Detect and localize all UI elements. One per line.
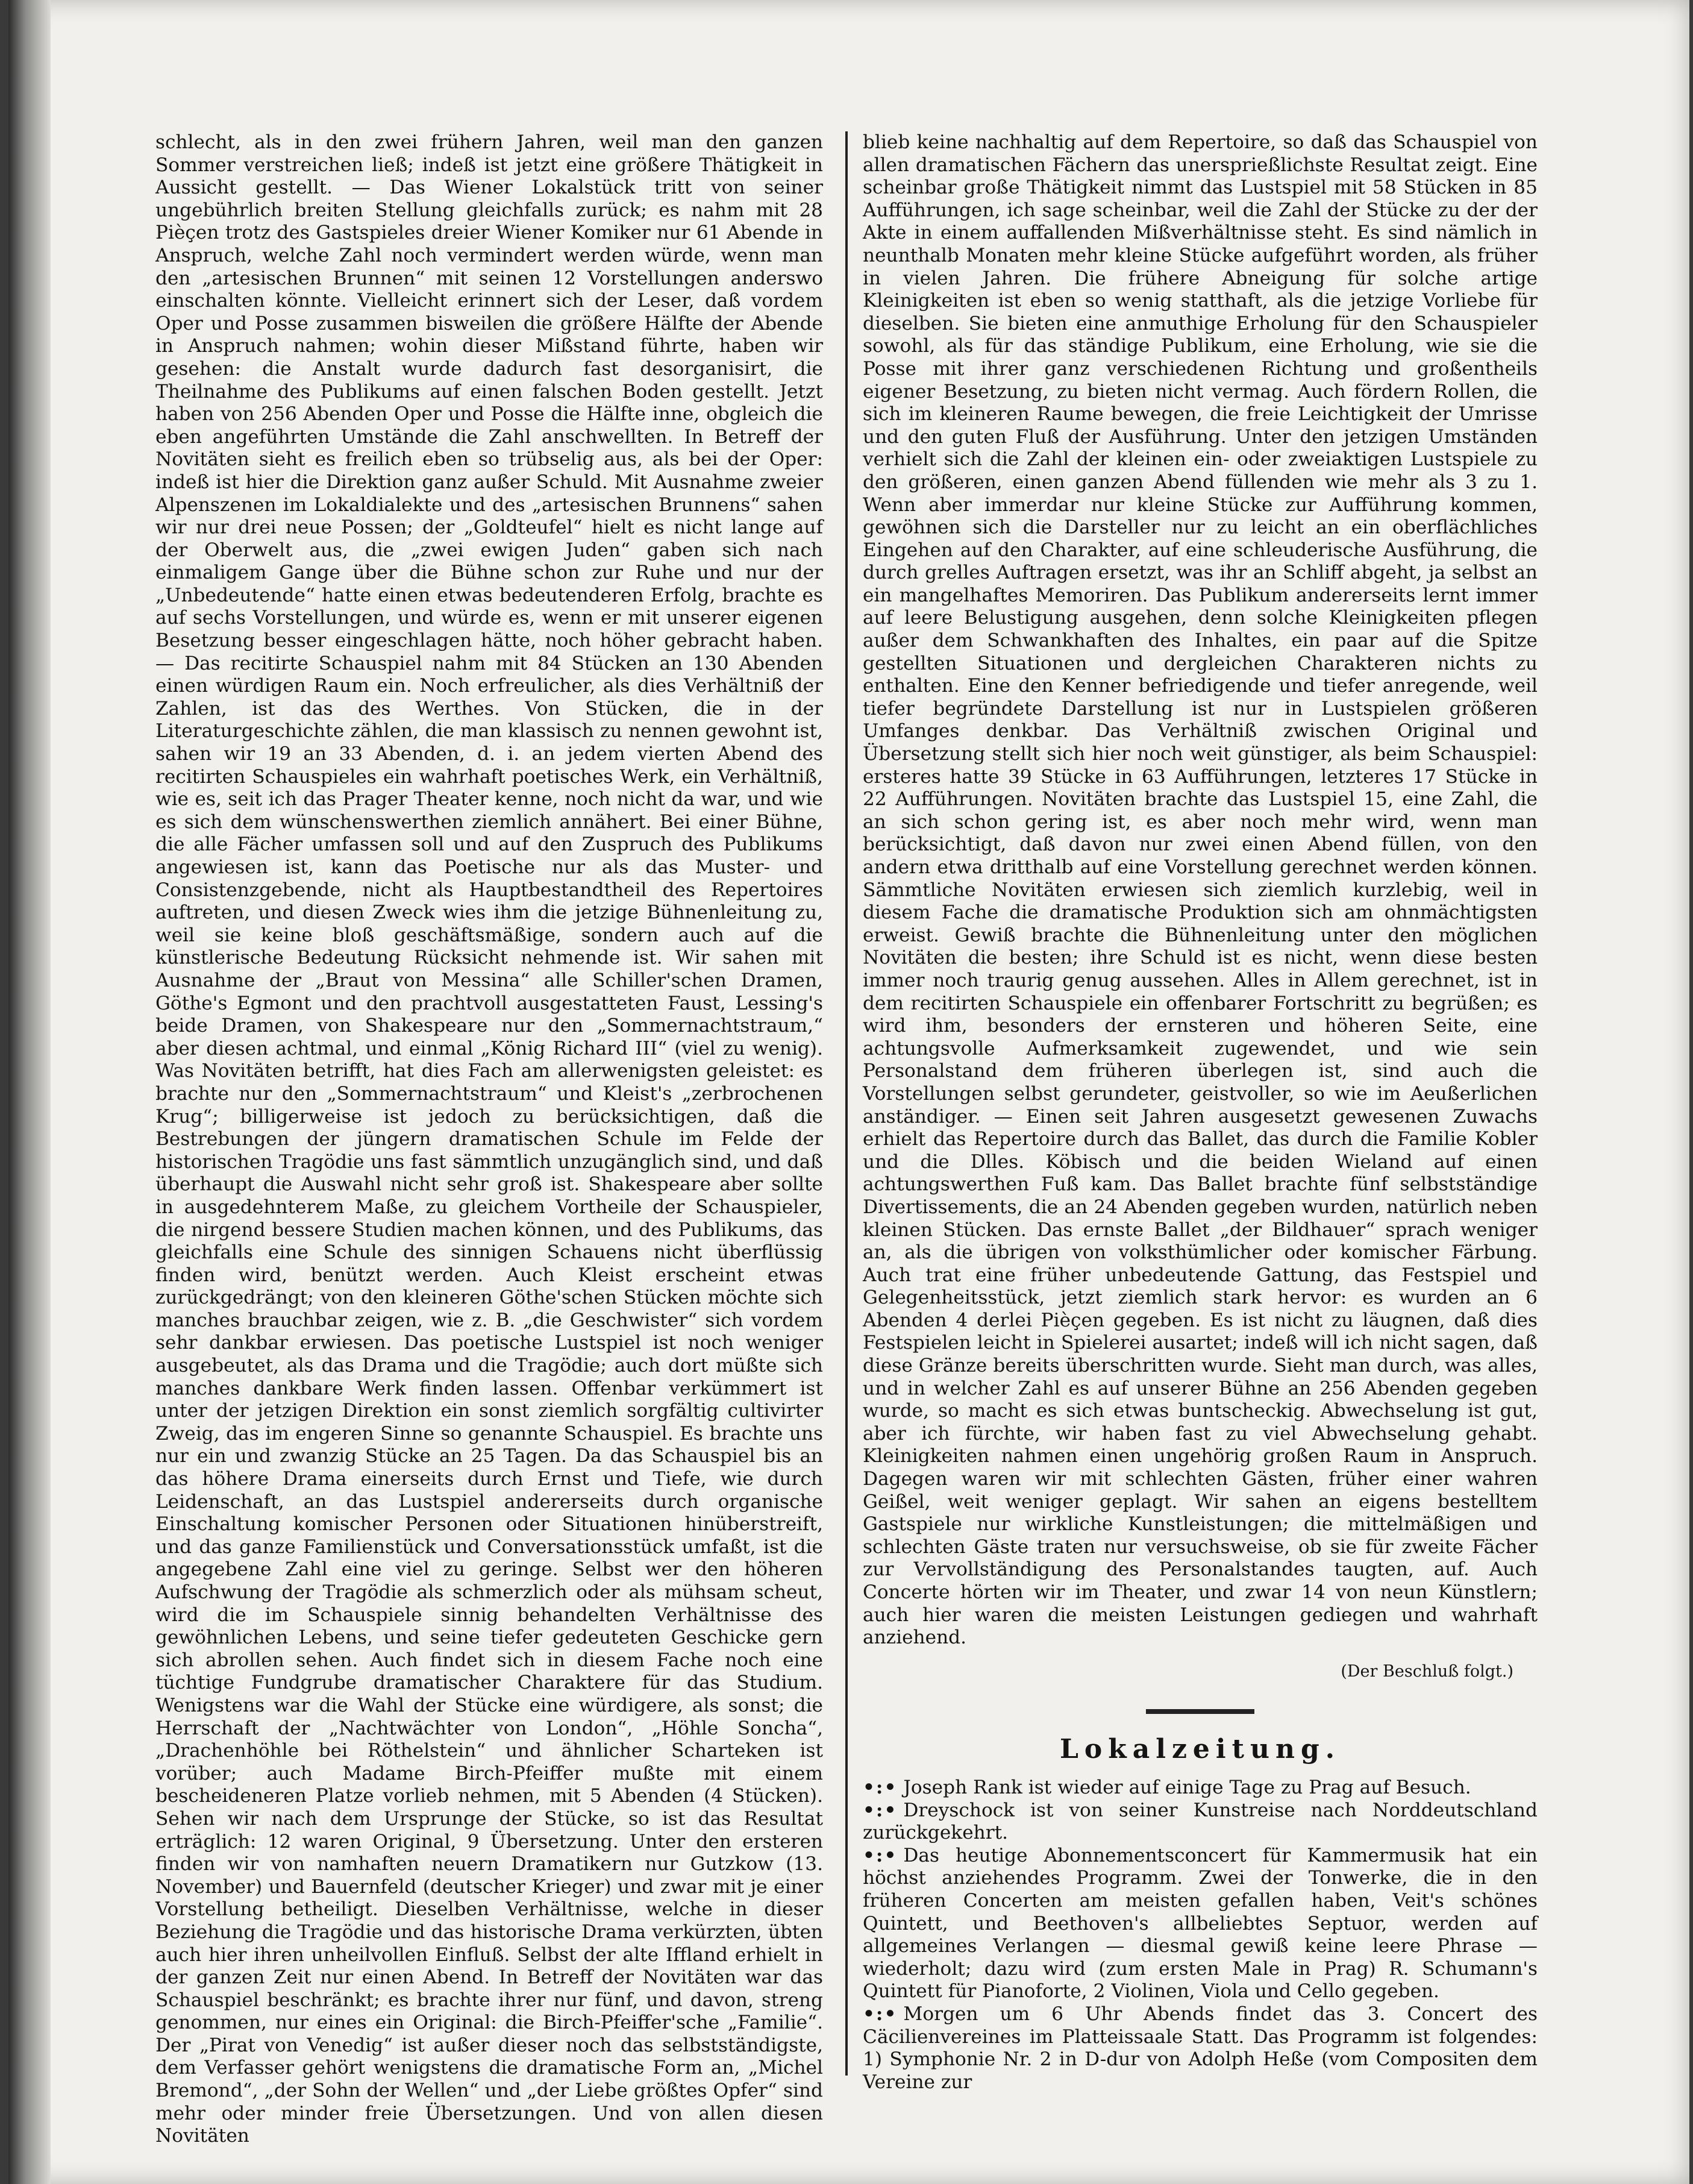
news-bullet: •:• — [863, 1799, 898, 1821]
news-item — [863, 2003, 1538, 2094]
news-item-text: Morgen um 6 Uhr Abends findet das 3. Concert des Cäcilienvereines im Platteissaale Statt. Das Programm ist folgendes: 1) Symphonie Nr. 2 in D-dur von Adolph Heße (vom Compositen dem Vereine zur — [863, 2003, 1538, 2093]
column-divider — [845, 131, 848, 2076]
right-column — [863, 131, 1538, 2093]
left-column — [155, 131, 823, 2147]
news-item — [863, 1777, 1538, 1800]
left-column-text: schlecht, als in den zwei frühern Jahren, weil man den ganzen Sommer verstreichen ließ; indeß ist jetzt eine größere Thätigkeit in Aussicht gestellt. — Das Wiener Lokalstück tritt von seiner ungebührlich breiten Stellung gleichfalls zurück; es nahm mit 28 Pièçen trotz des Gastspieles dreier Wiener Komiker nur 61 Abende in Anspruch, welche Zahl noch vermindert werden würde, wenn man den „artesischen Brunnen“ mit seinen 12 Vorstellungen anderswo einschalten könnte. Vielleicht erinnert sich der Leser, daß vordem Oper und Posse zusammen bisweilen die größere Hälfte der Abende in Anspruch nahmen; wohin dieser Mißstand führte, haben wir gesehen: die Anstalt wurde dadurch fast desorganisirt, die Theilnahme des Publikums auf einen falschen Boden gestellt. Jetzt haben von 256 Abenden Oper und Posse die Hälfte inne, obgleich die eben angeführten Umstände die Zahl anschwellten. In Betreff der Novitäten sieht es freilich eben so trübselig aus, als bei der Oper: indeß ist hier die Direktion ganz außer Schuld. Mit Ausnahme zweier Alpenszenen im Lokaldialekte und des „artesischen Brunnens“ sahen wir nur drei neue Possen; der „Goldteufel“ hielt es nicht lange auf der Oberwelt aus, die „zwei ewigen Juden“ gaben sich nach einmaligem Gange über die Bühne schon zur Ruhe und nur der „Unbedeutende“ hatte einen etwas bedeutenderen Erfolg, brachte es auf sechs Vorstellungen, und würde es, wenn er mit unserer eigenen Besetzung besser eingeschlagen hätte, noch höher gebracht haben. — Das recitirte Schauspiel nahm mit 84 Stücken an 130 Abenden einen würdigen Raum ein. Noch erfreulicher, als dies Verhältniß der Zahlen, ist das des Werthes. Von Stücken, die in der Literaturgeschichte zählen, die man klassisch zu nennen gewohnt ist, sahen wir 19 an 33 Abenden, d. i. an jedem vierten Abend des recitirten Schauspieles ein wahrhaft poetisches Werk, ein Verhältniß, wie es, seit ich das Prager Theater kenne, noch nicht da war, und wie es sich dem wünschenswerthen ziemlich annähert. Bei einer Bühne, die alle Fächer umfassen soll und auf den Zuspruch des Publikums angewiesen ist, kann das Poetische nur als das Muster- und Consistenzgebende, nicht als Hauptbestandtheil des Repertoires auftreten, und diesen Zweck wies ihm die jetzige Bühnenleitung zu, weil sie keine bloß geschäftsmäßige, sondern auch auf die künstlerische Bedeutung Rücksicht nehmende ist. Wir sahen mit Ausnahme der „Braut von Messina“ alle Schiller'schen Dramen, Göthe's Egmont und den prachtvoll ausgestatteten Faust, Lessing's beide Dramen, von Shakespeare nur den „Sommernachtstraum,“ aber diesen achtmal, und einmal „König Richard III“ (viel zu wenig). Was Novitäten betrifft, hat dies Fach am allerwenigsten geleistet: es brachte nur den „Sommernachtstraum“ und Kleist's „zerbrochenen Krug“; billigerweise ist jedoch zu berücksichtigen, daß die Bestrebungen der jüngern dramatischen Schule im Felde der historischen Tragödie uns fast sämmtlich unzugänglich sind, und daß überhaupt die Auswahl nicht sehr groß ist. Shakespeare aber sollte in ausgedehnterem Maße, zu gleichem Vortheile der Schauspieler, die nirgend bessere Studien machen können, und des Publikums, das gleichfalls eine Schule des sinnigen Schauens nicht überflüssig finden wird, benützt werden. Auch Kleist erscheint etwas zurückgedrängt; von den kleineren Göthe'schen Stücken möchte sich manches brauchbar zeigen, wie z. B. „die Geschwister“ sich vordem sehr dankbar erwiesen. Das poetische Lustspiel ist noch weniger ausgebeutet, als das Drama und die Tragödie; auch dort müßte sich manches dankbare Werk finden lassen. Offenbar verkümmert ist unter der jetzigen Direktion ein sonst ziemlich sorgfältig cultivirter Zweig, das im engeren Sinne so genannte Schauspiel. Es brachte uns nur ein und zwanzig Stücke an 25 Tagen. Da das Schauspiel bis an das höhere Drama einerseits durch Ernst und Tiefe, wie durch Leidenschaft, an das Lustspiel andererseits durch organische Einschaltung komischer Personen oder Situationen hinüberstreift, und das ganze Familienstück und Conversationsstück umfaßt, ist die angegebene Zahl eine viel zu geringe. Selbst wer den höheren Aufschwung der Tragödie als schmerzlich oder als mühsam scheut, wird die im Schauspiele sinnig behandelten Verhältnisse des gewöhnlichen Lebens, und seine tiefer gedeuteten Geschicke gern sich abrollen sehen. Auch findet sich in diesem Fache noch eine tüchtige Fundgrube dramatischer Charaktere für das Studium. Wenigstens war die Wahl der Stücke eine würdigere, als sonst; die Herrschaft der „Nachtwächter von London“, „Höhle Soncha“, „Drachenhöhle bei Röthelstein“ und ähnlicher Scharteken ist vorüber; auch Madame Birch-Pfeiffer mußte mit einem bescheideneren Platze vorlieb nehmen, mit 5 Abenden (4 Stücken). Sehen wir nach dem Ursprunge der Stücke, so ist das Resultat erträglich: 12 waren Original, 9 Übersetzung. Unter den ersteren finden wir von namhaften neuern Dramatikern nur Gutzkow (13. November) und Bauernfeld (deutscher Krieger) und zwar mit je einer Vorstellung betheiligt. Dieselben Verhältnisse, welche in dieser Beziehung die Tragödie und das historische Drama verkürzten, übten auch hier ihren unheilvollen Einfluß. Selbst der alte Iffland erhielt in der ganzen Zeit nur einen Abend. In Betreff der Novitäten war das Schauspiel beschränkt; es brachte ihrer nur fünf, und davon, streng genommen, nur eines ein Original: die Birch-Pfeiffer'sche „Familie“. Der „Pirat von Venedig“ ist außer dieser noch das selbstständigste, dem Verfasser gehört wenigstens die dramatische Form an, „Michel Bremond“, „der Sohn der Wellen“ und „der Liebe größtes Opfer“ sind mehr oder minder freie Übersetzungen. Und von allen diesen Novitäten — [155, 131, 823, 2147]
news-item-text: Dreyschock ist von seiner Kunstreise nach Norddeutschland zurückgekehrt. — [863, 1799, 1538, 1844]
right-column-text: blieb keine nachhaltig auf dem Repertoire, so daß das Schauspiel von allen dramatischen Fächern das unersprießlichste Resultat zeigt. Eine scheinbar große Thätigkeit nimmt das Lustspiel mit 58 Stücken in 85 Aufführungen, ich sage scheinbar, weil die Zahl der Stücke zu der der Akte in einem auffallenden Mißverhältnisse steht. Es sind nämlich in neunthalb Monaten mehr kleine Stücke aufgeführt worden, als früher in vielen Jahren. Die frühere Abneigung für solche artige Kleinigkeiten ist eben so wenig statthaft, als die jetzige Vorliebe für dieselben. Sie bieten eine anmuthige Erholung für den Schauspieler sowohl, als für das ständige Publikum, eine Erholung, wie sie die Posse mit ihrer ganz verschiedenen Richtung und großentheils eigener Besetzung, zu bieten nicht vermag. Auch fördern Rollen, die sich im kleineren Raume bewegen, die freie Leichtigkeit der Umrisse und den guten Fluß der Ausführung. Unter den jetzigen Umständen verhielt sich die Zahl der kleinen ein- oder zweiaktigen Lustspiele zu den größeren, einen ganzen Abend füllenden wie mehr als 3 zu 1. Wenn aber immerdar nur kleine Stücke zur Aufführung kommen, gewöhnen sich die Darsteller nur zu leicht an ein oberflächliches Eingehen auf den Charakter, auf eine schleuderische Ausführung, die durch grelles Auftragen ersetzt, was ihr an Schliff abgeht, ja selbst an ein mangelhaftes Memoriren. Das Publikum andererseits lernt immer auf leere Belustigung ausgehen, denn solche Kleinigkeiten pflegen außer dem Schwankhaften des Inhaltes, ein paar auf die Spitze gestellten Situationen und dergleichen Charakteren nichts zu enthalten. Eine den Kenner befriedigende und tiefer anregende, weil tiefer begründete Darstellung ist nur in Lustspielen größeren Umfanges denkbar. Das Verhältniß zwischen Original und Übersetzung stellt sich hier noch weit günstiger, als beim Schauspiel: ersteres hatte 39 Stücke in 63 Aufführungen, letzteres 17 Stücke in 22 Aufführungen. Novitäten brachte das Lustspiel 15, eine Zahl, die an sich schon gering ist, es aber noch mehr wird, wenn man berücksichtigt, daß davon nur zwei einen Abend füllen, von den andern etwa dritthalb auf eine Vorstellung gerechnet werden können. Sämmtliche Novitäten erwiesen sich ziemlich kurzlebig, weil in diesem Fache die dramatische Produktion sich am ohnmächtigsten erweist. Gewiß brachte die Bühnenleitung unter den möglichen Novitäten die besten; ihre Schuld ist es nicht, wenn diese besten immer noch traurig genug aussehen. Alles in Allem gerechnet, ist in dem recitirten Schauspiele ein offenbarer Fortschritt zu begrüßen; es wird ihm, besonders der ernsteren und höheren Seite, eine achtungsvolle Aufmerksamkeit zugewendet, und wie sein Personalstand dem früheren überlegen ist, sind auch die Vorstellungen selbst gerundeter, geistvoller, so wie im Aeußerlichen anständiger. — Einen seit Jahren ausgesetzt gewesenen Zuwachs erhielt das Repertoire durch das Ballet, das durch die Familie Kobler und die Dlles. Köbisch und die beiden Wieland auf einen achtungswerthen Fuß kam. Das Ballet brachte fünf selbstständige Divertissements, die an 24 Abenden gegeben wurden, natürlich neben kleinen Stücken. Das ernste Ballet „der Bildhauer“ sprach weniger an, als die übrigen von volksthümlicher oder komischer Färbung. Auch trat eine früher unbedeutende Gattung, das Festspiel und Gelegenheitsstück, jetzt ziemlich stark hervor: es wurden an 6 Abenden 4 derlei Pièçen gegeben. Es ist nicht zu läugnen, daß dies Festspielen leicht in Spielerei ausartet; indeß will ich nicht sagen, daß diese Gränze bereits überschritten wurde. Sieht man durch, was alles, und in welcher Zahl es auf unserer Bühne an 256 Abenden gegeben wurde, so macht es sich etwas buntscheckig. Abwechselung ist gut, aber ich fürchte, wir haben fast zu viel Abwechselung gehabt. Kleinigkeiten nahmen einen ungehörig großen Raum in Anspruch. Dagegen waren wir mit schlechten Gästen, früher einer wahren Geißel, weit weniger geplagt. Wir sahen an eigens bestelltem Gastspiele nur wirkliche Kunstleistungen; die mittelmäßigen und schlechten Gäste traten nur versuchsweise, ob sie für zweite Fächer zur Vervollständigung des Personalstandes taugten, auf. Auch Concerte hörten wir im Theater, und zwar 14 von neun Künstlern; auch hier waren die meisten Leistungen gediegen und wahrhaft anziehend. — [863, 131, 1538, 1649]
section-title: Lokalzeitung. — [1059, 1734, 1341, 1765]
news-bullet: •:• — [863, 2003, 898, 2025]
news-item — [863, 1845, 1538, 2003]
news-bullet: •:• — [863, 1844, 898, 1866]
newspaper-page — [8, 0, 1689, 2184]
continued-note: (Der Beschluß folgt.) — [1341, 1662, 1513, 1681]
news-item-text: Joseph Rank ist wieder auf einige Tage zu Prag auf Besuch. — [903, 1776, 1471, 1798]
section-separator — [1146, 1709, 1254, 1714]
binding-edge — [8, 0, 51, 2184]
news-bullet: •:• — [863, 1776, 898, 1798]
news-item-text: Das heutige Abonnementsconcert für Kammermusik hat ein höchst anziehendes Programm. Zwei der Tonwerke, die in den früheren Concerten am meisten gefallen haben, Veit's schönes Quintett, und Beethoven's allbeliebtes Septuor, werden auf allgemeines Verlangen — diesmal gewiß keine leere Phrase — wiederholt; dazu wird (zum ersten Male in Prag) R. Schumann's Quintett für Pianoforte, 2 Violinen, Viola und Cello gegeben. — [863, 1844, 1538, 2003]
news-item — [863, 1800, 1538, 1845]
